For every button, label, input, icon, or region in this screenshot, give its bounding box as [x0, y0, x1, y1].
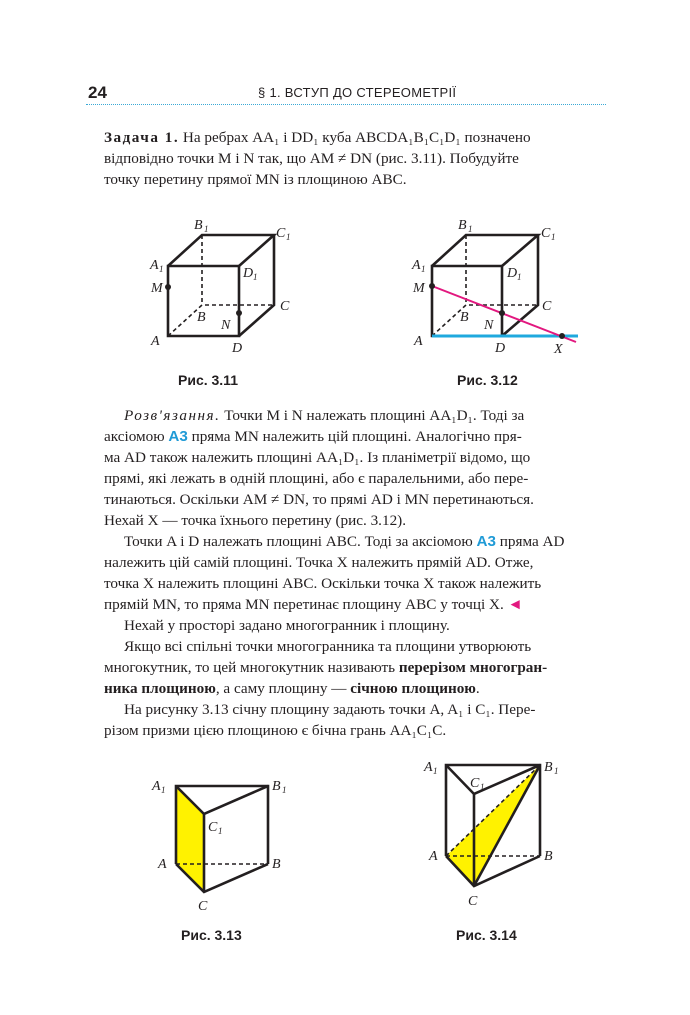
label-a: A: [151, 334, 160, 349]
body-line-6: різом призми цією площиною є бічна грань AA₁C₁C.: [104, 722, 447, 739]
svg-text:B: B: [544, 760, 553, 775]
task-line-1d: ₁B₁C₁D₁ позначено: [408, 129, 531, 146]
svg-text:B: B: [460, 310, 469, 325]
body-line-3a: многокутник, то цей многокутник називають: [104, 659, 399, 676]
term-section-cont: ника площиною: [104, 680, 216, 697]
body-line-4b: .: [475, 680, 480, 697]
task-line-1b: ₁ і DD: [274, 129, 314, 146]
svg-text:1: 1: [433, 766, 438, 776]
caption-fig-3-11: Рис. 3.11: [178, 372, 238, 388]
label-c1: C: [276, 226, 286, 241]
solution-line-5: тинаються. Оскільки AM ≠ DN, то прямі AD і MN перетинаються.: [104, 491, 534, 508]
axiom-ref-a3[interactable]: A3: [168, 428, 188, 445]
svg-text:1: 1: [468, 224, 473, 234]
solution-p2-line-4: прямій MN, то пряма MN перетинає площину ABC у точці X.: [104, 596, 508, 613]
svg-text:C: C: [542, 299, 552, 314]
svg-text:1: 1: [421, 264, 426, 274]
svg-text:1: 1: [161, 785, 166, 795]
svg-text:A: A: [152, 779, 161, 794]
label-n: N: [221, 318, 231, 333]
svg-text:B: B: [544, 849, 553, 864]
point-m: [429, 283, 435, 289]
task-label: Задача 1.: [104, 129, 180, 146]
label-d: D: [232, 341, 243, 356]
svg-text:A: A: [429, 849, 438, 864]
solution-line-4: прямі, які лежать в одній площині, або є паралельними, або пере-: [104, 470, 529, 487]
svg-text:C: C: [470, 776, 480, 791]
svg-text:A: A: [414, 334, 423, 349]
definition-intro: [104, 615, 604, 636]
solution-p2-line-3: точка X належить площині ABC. Оскільки точка X також належить: [104, 575, 542, 592]
solution-line-3: ма AD також належить площині AA₁D₁. Із планіметрії відомо, що: [104, 449, 531, 466]
body-line-4a: , а саму площину —: [215, 680, 351, 697]
svg-text:C: C: [198, 899, 208, 914]
end-of-solution-mark: ◄: [507, 596, 523, 613]
solution-p2-line-2: належить цій самій площині. Точка X належить прямій AD. Отже,: [104, 554, 534, 571]
svg-text:1: 1: [218, 826, 223, 836]
body-line-2: Якщо всі спільні точки многогранника та площини утворюють: [124, 638, 532, 655]
svg-text:M: M: [413, 281, 425, 296]
label-m: M: [151, 281, 163, 296]
solution-p2-line-1b: пряма AD: [495, 533, 565, 550]
task-line-1a: На ребрах AA: [182, 129, 275, 146]
svg-text:1: 1: [480, 782, 485, 792]
svg-text:1: 1: [253, 272, 258, 282]
svg-text:N: N: [484, 318, 494, 333]
svg-text:1: 1: [554, 766, 559, 776]
svg-text:C: C: [208, 820, 218, 835]
solution-paragraph: [104, 405, 604, 531]
example-paragraph: [104, 699, 604, 741]
solution-line-6: Нехай X — точка їхнього перетину (рис. 3.12).: [104, 512, 407, 529]
svg-text:D: D: [495, 341, 506, 356]
axiom-ref-a3-2[interactable]: A3: [476, 533, 496, 550]
svg-text:1: 1: [517, 272, 522, 282]
definition-paragraph: [104, 636, 604, 699]
label-d1: D: [243, 266, 254, 281]
svg-text:B: B: [458, 218, 467, 233]
svg-text:A: A: [424, 760, 433, 775]
caption-fig-3-14: Рис. 3.14: [456, 927, 517, 943]
svg-text:1: 1: [159, 264, 164, 274]
section-triangle-ab1c: [446, 765, 540, 886]
point-n: [499, 310, 505, 316]
solution-line-2b: пряма MN належить цій площині. Аналогічно пря-: [187, 428, 522, 445]
figure-3-13-labels: [151, 779, 287, 914]
svg-text:C: C: [468, 894, 478, 909]
task-line-2: відповідно точки M і N так, що AM ≠ DN (рис. 3.11). Побудуйте: [104, 150, 519, 167]
svg-text:1: 1: [286, 232, 291, 242]
figure-3-11-cube: [165, 235, 274, 336]
caption-fig-3-13: Рис. 3.13: [181, 927, 242, 943]
task-line-3: точку перетину прямої MN із площиною ABC.: [104, 171, 407, 188]
svg-text:1: 1: [204, 224, 209, 234]
solution-p2-line-1a: Точки A і D належать площині ABC. Тоді за аксіомою: [124, 533, 477, 550]
label-x: X: [554, 342, 563, 357]
svg-text:A: A: [158, 857, 167, 872]
solution-line-2a: аксіомою: [104, 428, 169, 445]
svg-text:B: B: [272, 779, 281, 794]
solution-line-1: Точки M і N належать площині AA₁D₁. Тоді за: [224, 407, 525, 424]
term-section: перерізом многогран-: [398, 659, 548, 676]
body-line-5: На рисунку 3.13 січну площину задають точки A, A₁ і C₁. Пере-: [124, 701, 536, 718]
caption-fig-3-12: Рис. 3.12: [457, 372, 518, 388]
label-a1: A: [150, 258, 159, 273]
term-cutting-plane: січною площиною: [350, 680, 476, 697]
task-line-1c: ₁ куба ABCDA: [313, 129, 409, 146]
solution-label: Розв'язання.: [124, 407, 221, 424]
page-number: 24: [88, 83, 107, 102]
svg-text:B: B: [272, 857, 281, 872]
section-title: § 1. ВСТУП ДО СТЕРЕОМЕТРІЇ: [258, 85, 457, 100]
svg-text:C: C: [541, 226, 551, 241]
point-x: [559, 333, 565, 339]
svg-text:A: A: [412, 258, 421, 273]
svg-text:1: 1: [551, 232, 556, 242]
svg-text:1: 1: [282, 785, 287, 795]
body-line-1: Нехай у просторі задано многогранник і площину.: [124, 617, 450, 634]
label-b: B: [197, 310, 206, 325]
label-c: C: [280, 299, 290, 314]
svg-text:D: D: [507, 266, 518, 281]
section-face-aa1c1c: [176, 786, 204, 892]
solution-paragraph-2: [104, 531, 604, 615]
label-b1: B: [194, 218, 203, 233]
